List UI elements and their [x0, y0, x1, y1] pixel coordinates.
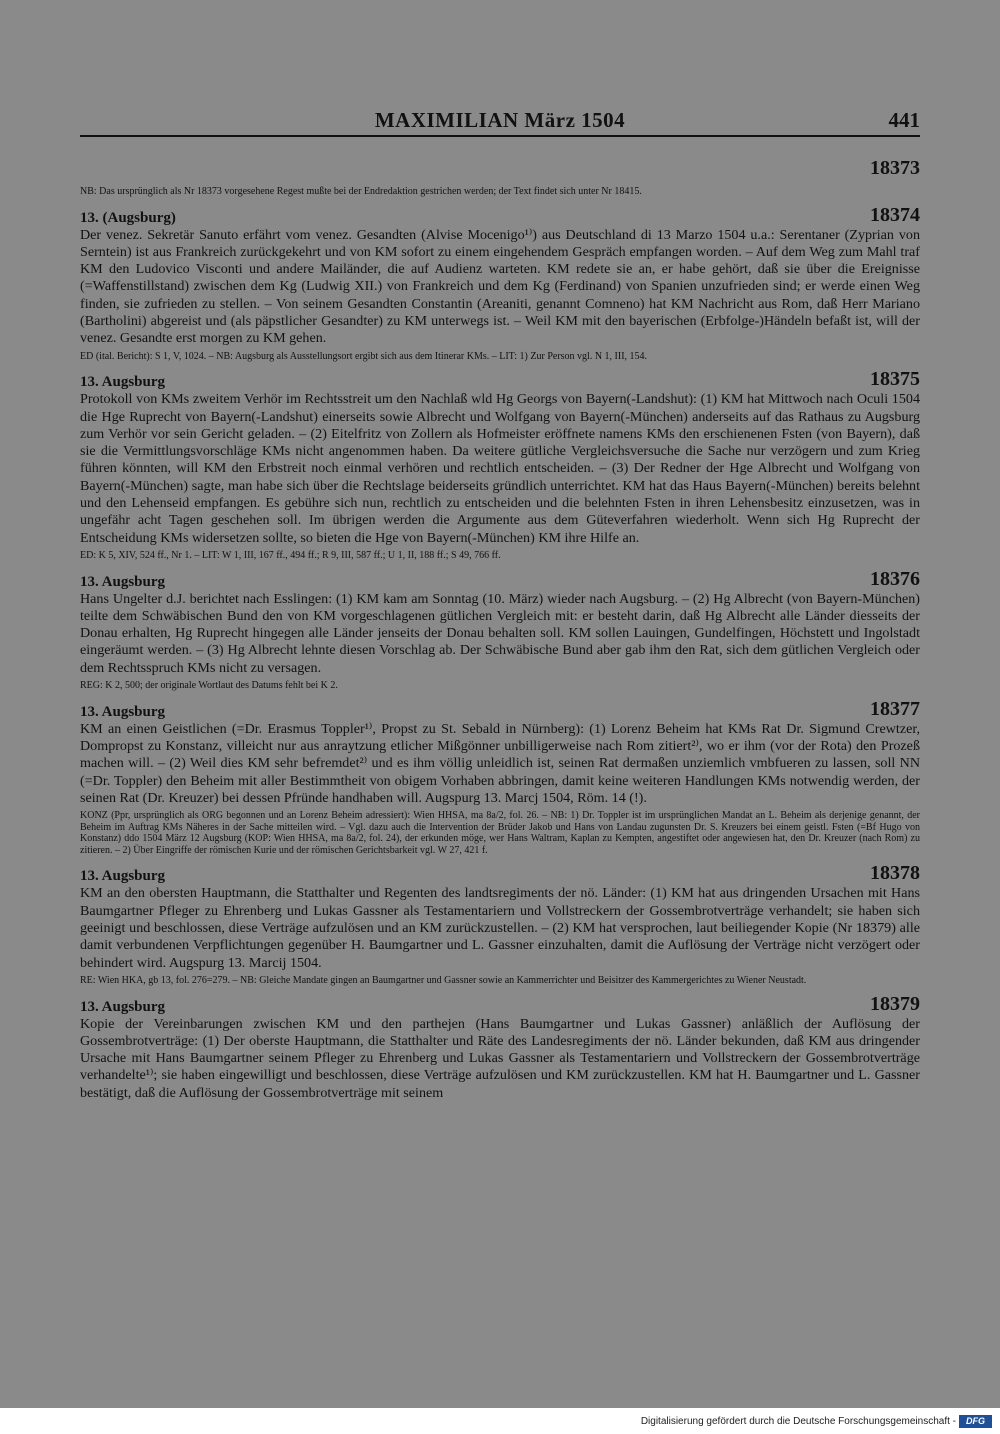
entry-heading: [80, 699, 920, 721]
entry-text: Hans Ungelter d.J. berichtet nach Esslingen: (1) KM kam am Sonntag (10. März) wieder nach Augsburg. – (2) Hg Albrecht (von Bayern-München) teilte dem Schwäbischen Bund den von KM vorgeschlagenen gütlichen Vergleich mit: er besteht darin, daß Hg Albrecht alle Länder diesseits der Donau erhalten, Hg Ruprecht hingegen alle Länder jenseits der Donau behalten soll. KM sollen Lauingen, Gundelfingen, Höchstett und Ingolstadt eingeräumt werden. – (3) Hg Albrecht lehnte diesen Vorschlag ab. Der Schwäbische Bund aber gab ihm den Rat, sich dem gütlichen Vergleich oder dem Rechtsspruch KMs nicht zu versagen.: [80, 590, 920, 676]
entry-heading: [80, 994, 920, 1016]
entry-18375: [80, 369, 920, 561]
entry-number: 18376: [870, 567, 920, 590]
running-header: [80, 108, 920, 138]
entry-note: NB: Das ursprünglich als Nr 18373 vorgesehene Regest mußte bei der Endredaktion gestrichen werden; der Text findet sich unter Nr 18415.: [80, 186, 642, 197]
entry-date: 13. Augsburg: [80, 868, 166, 885]
entry-text: Protokoll von KMs zweitem Verhör im Rechtsstreit um den Nachlaß wld Hg Georgs von Bayern(-Landshut): (1) KM hat Mittwoch nach Oculi 1504 die Hge Ruprecht von Bayern(-Landshut) einerseits sowie Albrecht und Wolfgang von Bayern(-München) anderseits auf das Rathaus zu Augsburg zum Verhör vor sein Gericht geladen. – (2) Eitelfritz von Zollern als Hofmeister eröffnete namens KMs den erschienenen Fsten (von Bayern), daß sie die Vermittlungsvorschläge KMs nicht angenommen haben. Da weitere gütliche Vergleichsversuche die Sache nur verzögern und zum Krieg führen könnten, will KM den Erbstreit noch einmal verhören und rechtlich entscheiden. – (3) Der Redner der Hge Albrecht und Wolfgang von Bayern(-München) sagte, man habe sich über die Rechtslage beiderseits gründlich unterrichtet. KM hat das Haus Bayern(-München) bereits belehnt und den Lehenseid empfangen. Es gebühre sich nun, rechtlich zu entscheiden und die belehnten Fsten in ihren Lehensbesitz einzusetzen, was in ungefähr acht Tagen geschehen soll. Im übrigen werden die Argumente aus dem Güteverfahren wiederholt. Wenn sich Hg Ruprecht der Entscheidung KMs widersetzen sollte, so bieten die Hge von Bayern(-München) KM ihre Hilfe an.: [80, 391, 920, 546]
entry-18377: [80, 699, 920, 857]
entry-text: KM an einen Geistlichen (=Dr. Erasmus Toppler¹⁾, Propst zu St. Sebald in Nürnberg): (1) Lorenz Beheim hat KMs Rat Dr. Sigmund Crewtzer, Dompropst zu Konstanz, villeicht nur aus anraytzung etlicher Mißgönner unbilligerweise nach Rom zitiert²⁾, wo er ihm (vor der Rota) den Prozeß machen will. – (2) Weil dies KM sehr befremdet²⁾ und es ihm völlig unleidlich ist, seinen Rat dermaßen unziemlich vmbfueren zu lassen, soll NN (=Dr. Toppler) den Beheim mit aller Bestimmtheit von obigem Vorhaben abbringen, damit keine weiteren Handlungen KMs notwendig werden, der seinen Rat (Dr. Kreuzer) bei dessen Pfründe handhaben will. Augspurg 13. Marcj 1504, Röm. 14 (!).: [80, 720, 920, 806]
entry-heading: [80, 369, 920, 391]
entry-18376: [80, 569, 920, 692]
entry-date: 13. Augsburg: [80, 703, 166, 720]
entry-heading: [80, 569, 920, 591]
entry-18373: [80, 157, 920, 198]
entry-heading: [80, 205, 920, 227]
entry-number: 18377: [870, 697, 920, 720]
header-rule: [80, 135, 920, 137]
dfg-logo-icon: DFG: [959, 1415, 992, 1428]
entry-number: 18379: [870, 992, 920, 1015]
entry-note: ED: K 5, XIV, 524 ff., Nr 1. – LIT: W 1, III, 167 ff., 494 ff.; R 9, III, 587 ff.; U 1, II, 188 ff.; S 49, 766 ff.: [80, 549, 501, 561]
entry-note: KONZ (Ppr, ursprünglich als ORG begonnen und an Lorenz Beheim adressiert): Wien HHSA, ma 8a/2, fol. 26. – NB: 1) Dr. Toppler ist im ursprünglichen Mandat an L. Beheim als derjenige genannt, der Beheim im Auftrag KMs Näheres in der Sache mitteilen wird. – Vgl. dazu auch die Intervention der Brüder Jakob und Hans von Landau zugunsten Dr. S. Kreuzers bei einem geistl. Fsten (=Bf Hugo von Konstanz) ddo 1504 März 12 Augsburg (KOP: Wien HHSA, ma 8a/2, fol. 24), der erkunden möge, wer Hans Waltram, Kaplan zu Kempten, angestiftet oder angewiesen hat, den Dr. Kreuzer (nach Rom) zu zitieren. – 2) Über Eingriffe der römischen Kurie und der römischen Gerichtsbarkeit vgl. W 27, 421 f.: [80, 810, 920, 856]
page-number: 441: [888, 108, 920, 132]
entry-number: 18373: [870, 157, 920, 179]
entry-text: Kopie der Vereinbarungen zwischen KM und den parthejen (Hans Baumgartner und Lukas Gassner) anläßlich der Auflösung der Gossembrotverträge: (1) Der oberste Hauptmann, die Statthalter und Räte des Landesregiments der nö. Länder bekunden, daß KM aus dringender Ursache mit Hans Baumgartner seinem Pfleger zu Ehrenberg und Lukas Gassner als Testamentariern und Vollstreckern der Gossembrotverträge verhandelte¹⁾; sie haben eingewilligt und beschlossen, diese Verträge aufzulösen und KM zurückzustellen. KM hat H. Baumgartner und L. Gassner bestätigt, daß die Auflösung der Gossembrotverträge mit seinem: [80, 1015, 920, 1101]
entry-text: KM an den obersten Hauptmann, die Statthalter und Regenten des landtsregiments der nö. Länder: (1) KM hat aus dringenden Ursachen mit Hans Baumgartner Pfleger zu Ehrenberg und Lukas Gassner als Testamentariern und Vollstreckern der Gossembrotverträge verhandelt; sie haben sich geeinigt und beschlossen, diese Verträge aufzulösen und an KM zurückzustellen. – (2) KM hat versprochen, laut beiliegender Kopie (Nr 18379) alle damit verbundenen Verpflichtungen gegenüber H. Baumgartner und L. Gassner einzuhalten, damit die Auflösung der Verträge nicht verzögert oder behindert wird. Augspurg 13. Marcij 1504.: [80, 885, 920, 971]
funding-credit: Digitalisierung gefördert durch die Deutsche Forschungsgemeinschaft -: [640, 1416, 956, 1427]
entry-note: ED (ital. Bericht): S 1, V, 1024. – NB: Augsburg als Ausstellungsort ergibt sich aus dem Itinerar KMs. – LIT: 1) Zur Person vgl. N 1, III, 154.: [80, 350, 648, 362]
entry-text: Der venez. Sekretär Sanuto erfährt vom venez. Gesandten (Alvise Mocenigo¹⁾) aus Deutschland di 13 Marzo 1504 u.a.: Serentaner (Zyprian von Serntein) ist aus Frankreich zurückgekehrt und von KM sofort zu einem eingehendem Gespräch empfangen worden. – Auf dem Weg zum Mahl traf KM den Ludovico Visconti und andere Mailänder, die auf Audienz warteten. KM redete sie an, er habe gehört, daß sie über die Ereignisse (=Waffenstillstand) zwischen dem Kg (Ludwig XII.) von Frankreich und dem Kg (Ferdinand) von Spanien unzufrieden sind; er werde einen Weg finden, sie zufrieden zu stellen. – Von seinem Gesandten Constantin (Areaniti, genannt Comneno) hat KM Nachricht aus Rom, daß Herr Mariano (Bartholini) abgereist und (als päpstlicher Gesandter) zu KM unterwegs ist. – Weil KM mit den bayerischen (Erbfolge-)Händeln befaßt ist, will der venez. Gesandte erst morgen zu KM gehen.: [80, 226, 920, 347]
entry-18378: [80, 863, 920, 986]
entry-18379: [80, 994, 920, 1102]
entry-heading: [80, 863, 920, 885]
page-content: [80, 150, 920, 1102]
header-title: MAXIMILIAN März 1504: [374, 108, 626, 132]
entry-18374: [80, 205, 920, 363]
entry-date: 13. Augsburg: [80, 573, 166, 590]
entry-date: 13. Augsburg: [80, 998, 166, 1015]
entry-number: 18374: [870, 203, 920, 226]
entry-date: 13. Augsburg: [80, 374, 166, 391]
entry-number: 18375: [870, 368, 920, 391]
entry-number: 18378: [870, 862, 920, 885]
footer-bar: [0, 1408, 1000, 1434]
entry-note: REG: K 2, 500; der originale Wortlaut des Datums fehlt bei K 2.: [80, 680, 338, 692]
entry-note: RE: Wien HKA, gb 13, fol. 276=279. – NB: Gleiche Mandate gingen an Baumgartner und Gassner sowie an Kammerrichter und Beisitzer des Kammergerichtes zu Wiener Neustadt.: [80, 974, 807, 986]
entry-date: 13. (Augsburg): [80, 209, 176, 226]
